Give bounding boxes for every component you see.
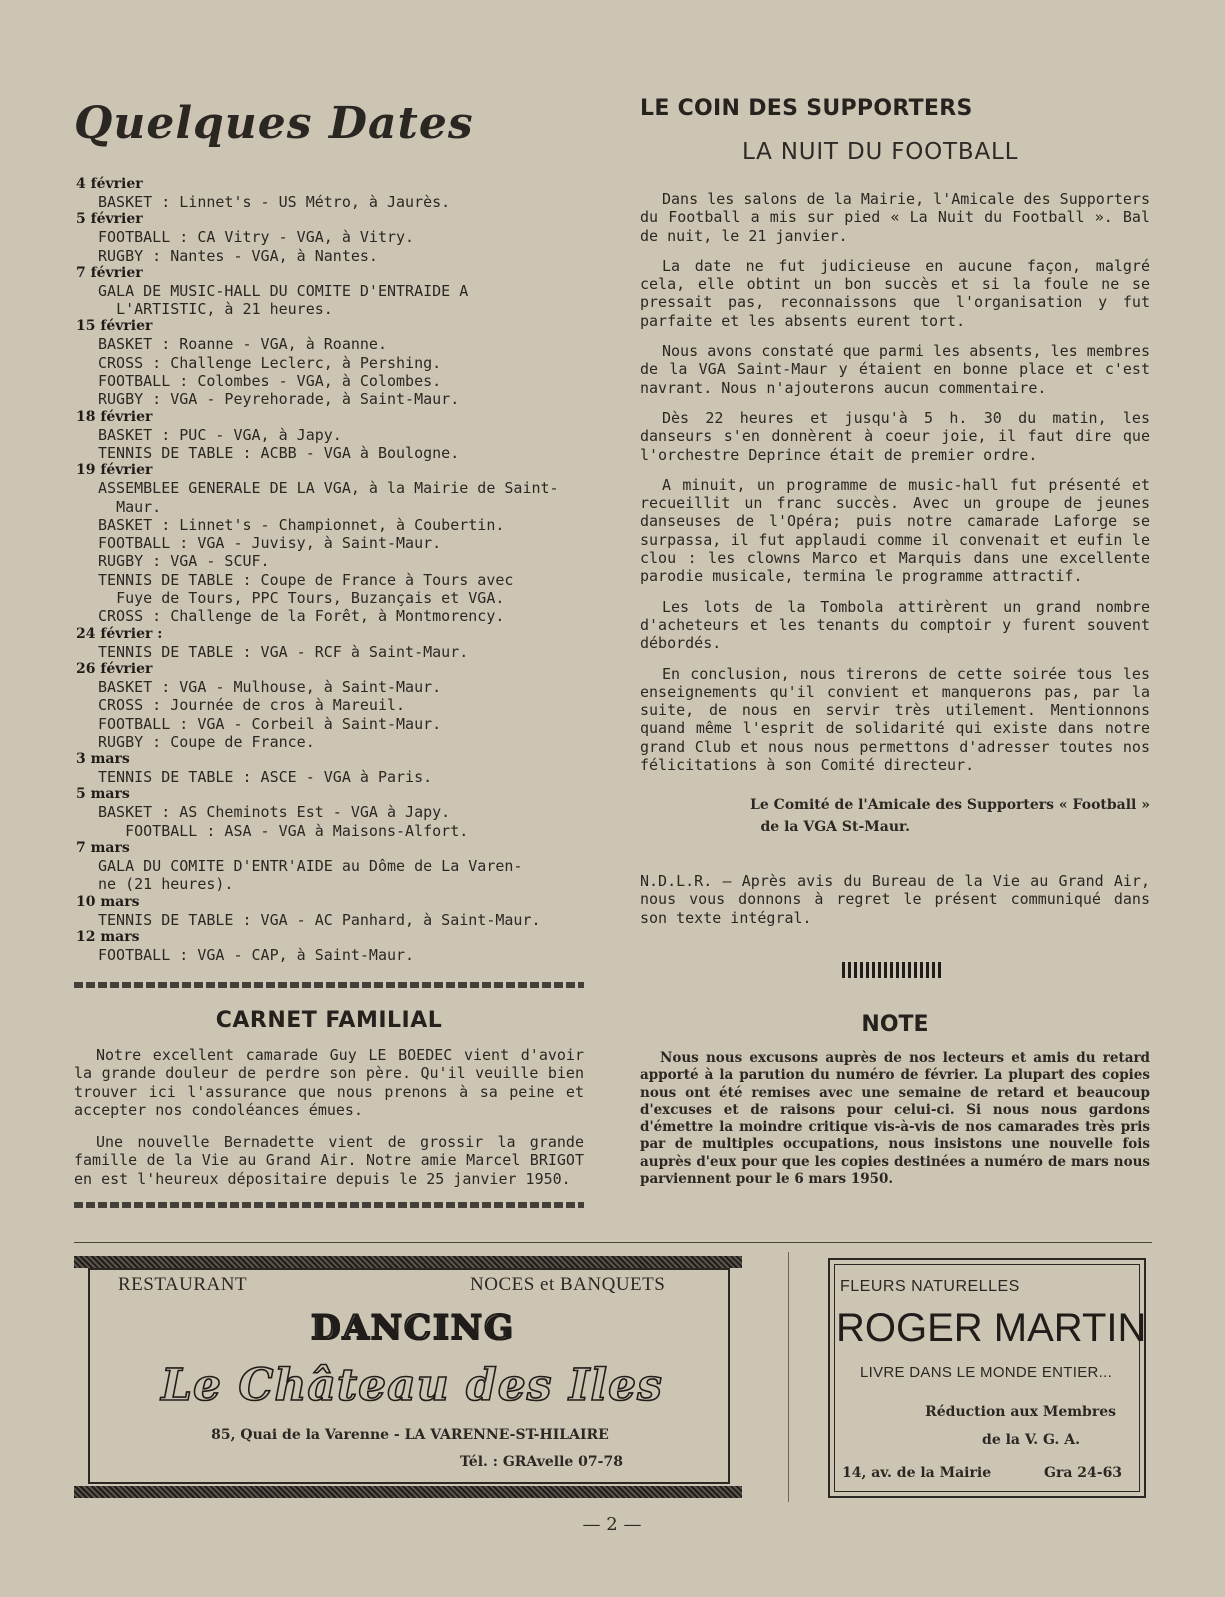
date-group xyxy=(76,265,596,319)
date-event: CROSS : Challenge de la Forêt, à Montmorency. xyxy=(98,607,505,626)
ad-vga: de la V. G. A. xyxy=(982,1432,1080,1448)
signature-line: de la VGA St-Maur. xyxy=(760,819,910,835)
date-event: Maur. xyxy=(98,497,162,516)
date-label: 10 mars xyxy=(76,893,140,910)
note-text: Nous nous excusons auprès de nos lecteurs et amis du retard apporté à la parution du numéro de février. La plupart des copies nous ont été remises avec une semaine de retard et beaucoup d'excuses et de raisons pour celui-ci. Si nous nous gardons d'émettre la moindre critique vis-à-vis de nos camarades très pris par de multiples occupations, nous insistons une nouvelle fois auprès d'eux pour que les copies destinées a numéro de mars nous parviennent pour le 6 mars 1950. xyxy=(640,1050,1150,1188)
date-event: BASKET : VGA - Mulhouse, à Saint-Maur. xyxy=(98,677,442,696)
date-event: FOOTBALL : CA Vitry - VGA, à Vitry. xyxy=(98,228,415,247)
carnet-title: CARNET FAMILIAL xyxy=(215,1008,443,1033)
supporters-subtitle: LA NUIT DU FOOTBALL xyxy=(742,139,1019,165)
dates-list xyxy=(76,176,596,964)
ad-noces: NOCES et BANQUETS xyxy=(470,1274,666,1295)
date-label: 19 février xyxy=(76,462,153,479)
date-group xyxy=(76,626,596,661)
date-group xyxy=(76,894,596,929)
date-group xyxy=(76,211,596,265)
ad-chateau-address: 85, Quai de la Varenne - LA VARENNE-ST-HILAIRE xyxy=(211,1427,609,1443)
date-label: 7 mars xyxy=(76,840,130,857)
ad-border-bar xyxy=(74,1486,742,1498)
date-event: FOOTBALL : VGA - CAP, à Saint-Maur. xyxy=(98,945,415,964)
ad-martin-name: ROGER MARTIN xyxy=(836,1306,1147,1350)
date-event: TENNIS DE TABLE : Coupe de France à Tours avec xyxy=(98,570,514,589)
ad-border-bar xyxy=(74,1256,742,1268)
carnet-text xyxy=(74,1046,584,1202)
ad-restaurant: RESTAURANT xyxy=(118,1274,248,1295)
date-event: TENNIS DE TABLE : ASCE - VGA à Paris. xyxy=(98,768,433,787)
date-label: 7 février xyxy=(76,264,143,281)
divider xyxy=(74,1202,584,1208)
supporters-paragraph: Dès 22 heures et jusqu'à 5 h. 30 du matin, les danseurs s'en donnèrent à coeur joie, il faut dire que l'orchestre Deprince était de premier ordre. xyxy=(640,408,1150,464)
date-group xyxy=(76,929,596,964)
date-event: RUGBY : VGA - SCUF. xyxy=(98,552,270,571)
date-event: ne (21 heures). xyxy=(98,875,234,894)
date-label: 12 mars xyxy=(76,928,140,945)
ad-chateau-name: Le Château des Iles xyxy=(161,1360,663,1411)
date-event: RUGBY : Coupe de France. xyxy=(98,732,315,751)
supporters-paragraph: La date ne fut judicieuse en aucune façon, malgré cela, elle obtint un bon succès et si la foule ne se pressait pas, reconnaissons que l'organisation y fut parfaite et les absents eurent tort. xyxy=(640,256,1150,330)
ad-reduction: Réduction aux Membres xyxy=(925,1404,1116,1420)
ad-chateau-tel: Tél. : GRAvelle 07-78 xyxy=(460,1454,623,1470)
date-event: BASKET : AS Cheminots Est - VGA à Japy. xyxy=(98,803,451,822)
ad-dancing: DANCING xyxy=(310,1308,516,1348)
supporters-paragraph: Les lots de la Tombola attirèrent un grand nombre d'acheteurs et les tenants du comptoir y furent souvent débordés. xyxy=(640,597,1150,653)
date-event: FOOTBALL : VGA - Juvisy, à Saint-Maur. xyxy=(98,534,442,553)
supporters-paragraph: A minuit, un programme de music-hall fut présenté et recueillit un franc succès. Avec un groupe de jeunes danseuses de l'Opéra; puis notre camarade Laforge se surpassa, il fut applaudi comme il convenait et eufin le clou : les clowns Marco et Marquis dans une excellente parodie musicale, termina le programme attractif. xyxy=(640,475,1150,586)
ad-livre: LIVRE DANS LE MONDE ENTIER... xyxy=(859,1364,1113,1381)
date-event: FOOTBALL : VGA - Corbeil à Saint-Maur. xyxy=(98,714,442,733)
ornament-icon xyxy=(842,962,942,978)
separator xyxy=(788,1252,789,1502)
date-label: 5 février xyxy=(76,211,143,228)
date-label: 26 février xyxy=(76,660,153,677)
date-event: BASKET : Linnet's - US Métro, à Jaurès. xyxy=(98,193,451,211)
date-group xyxy=(76,409,596,463)
supporters-paragraph: Nous avons constaté que parmi les absents, les membres de la VGA Saint-Maur y étaient en bonne place et c'est navrant. Nous n'ajouterons aucun commentaire. xyxy=(640,342,1150,397)
separator xyxy=(74,1242,1152,1243)
date-event: GALA DE MUSIC-HALL DU COMITE D'ENTRAIDE A xyxy=(98,281,469,300)
date-event: FOOTBALL : Colombes - VGA, à Colombes. xyxy=(98,372,442,391)
date-event: FOOTBALL : ASA - VGA à Maisons-Alfort. xyxy=(98,821,469,840)
date-event: L'ARTISTIC, à 21 heures. xyxy=(98,300,333,319)
supporters-title: LE COIN DES SUPPORTERS xyxy=(640,96,973,121)
date-label: 4 février xyxy=(76,176,143,192)
date-group xyxy=(76,840,596,894)
ad-martin-address: 14, av. de la Mairie xyxy=(842,1465,992,1481)
date-group xyxy=(76,786,596,840)
date-group xyxy=(76,661,596,751)
date-event: RUGBY : Nantes - VGA, à Nantes. xyxy=(98,246,378,265)
note-title: NOTE xyxy=(861,1012,929,1037)
date-label: 3 mars xyxy=(76,751,130,768)
supporters-paragraph: En conclusion, nous tirerons de cette soirée tous les enseignements qu'il convient et manquerons pas, par la suite, de nous en servir très utilement. Mentionnons quand même l'esprit de solidarité qui existe dans notre grand Club et nous nous permettons d'adresser toutes nos félicitations à son Comité directeur. xyxy=(640,664,1150,775)
supporters-signature xyxy=(640,794,1150,838)
date-label: 24 février : xyxy=(76,625,163,642)
dates-title: Quelques Dates xyxy=(74,98,474,149)
ad-martin-tel: Gra 24-63 xyxy=(1044,1465,1123,1481)
ndlr-text: N.D.L.R. — Après avis du Bureau de la Vie au Grand Air, nous vous donnons à regret le présent communiqué dans son texte intégral. xyxy=(640,872,1150,927)
date-event: CROSS : Journée de cros à Mareuil. xyxy=(98,696,406,715)
date-event: GALA DU COMITE D'ENTR'AIDE au Dôme de La Varen- xyxy=(98,857,523,876)
divider xyxy=(74,982,584,988)
date-event: ASSEMBLEE GENERALE DE LA VGA, à la Mairie de Saint- xyxy=(98,479,559,498)
date-event: TENNIS DE TABLE : ACBB - VGA à Boulogne. xyxy=(98,443,460,462)
page-number: — 2 — xyxy=(582,1514,642,1535)
signature-line: Le Comité de l'Amicale des Supporters « Football » xyxy=(750,797,1150,813)
date-event: Fuye de Tours, PPC Tours, Buzançais et VGA. xyxy=(98,589,505,608)
supporters-text xyxy=(640,190,1150,786)
date-label: 18 février xyxy=(76,408,153,425)
date-event: BASKET : Roanne - VGA, à Roanne. xyxy=(98,335,387,354)
date-group xyxy=(76,318,596,408)
carnet-paragraph: Notre excellent camarade Guy LE BOEDEC vient d'avoir la grande douleur de perdre son père. Qu'il veuille bien trouver ici l'assurance que nous prenons à sa peine et accepter nos condoléances émues. xyxy=(74,1046,584,1119)
ndlr-note xyxy=(640,872,1150,927)
supporters-paragraph: Dans les salons de la Mairie, l'Amicale des Supporters du Football a mis sur pied « La Nuit du Football ». Bal de nuit, le 21 janvier. xyxy=(640,190,1150,245)
date-event: TENNIS DE TABLE : VGA - RCF à Saint-Maur. xyxy=(98,642,469,661)
date-event: TENNIS DE TABLE : VGA - AC Panhard, à Saint-Maur. xyxy=(98,910,541,929)
date-event: CROSS : Challenge Leclerc, à Pershing. xyxy=(98,353,442,372)
date-group xyxy=(76,462,596,625)
date-group xyxy=(76,751,596,786)
date-event: BASKET : Linnet's - Championnet, à Coubertin. xyxy=(98,515,505,534)
ad-fleurs: FLEURS NATURELLES xyxy=(840,1278,1020,1295)
date-group xyxy=(76,176,596,211)
date-event: RUGBY : VGA - Peyrehorade, à Saint-Maur. xyxy=(98,390,460,409)
date-event: BASKET : PUC - VGA, à Japy. xyxy=(98,425,342,444)
date-label: 5 mars xyxy=(76,786,130,803)
carnet-paragraph: Une nouvelle Bernadette vient de grossir la grande famille de la Vie au Grand Air. Notre amie Marcel BRIGOT en est l'heureux dépositaire depuis le 25 janvier 1950. xyxy=(74,1133,584,1188)
date-label: 15 février xyxy=(76,318,153,335)
